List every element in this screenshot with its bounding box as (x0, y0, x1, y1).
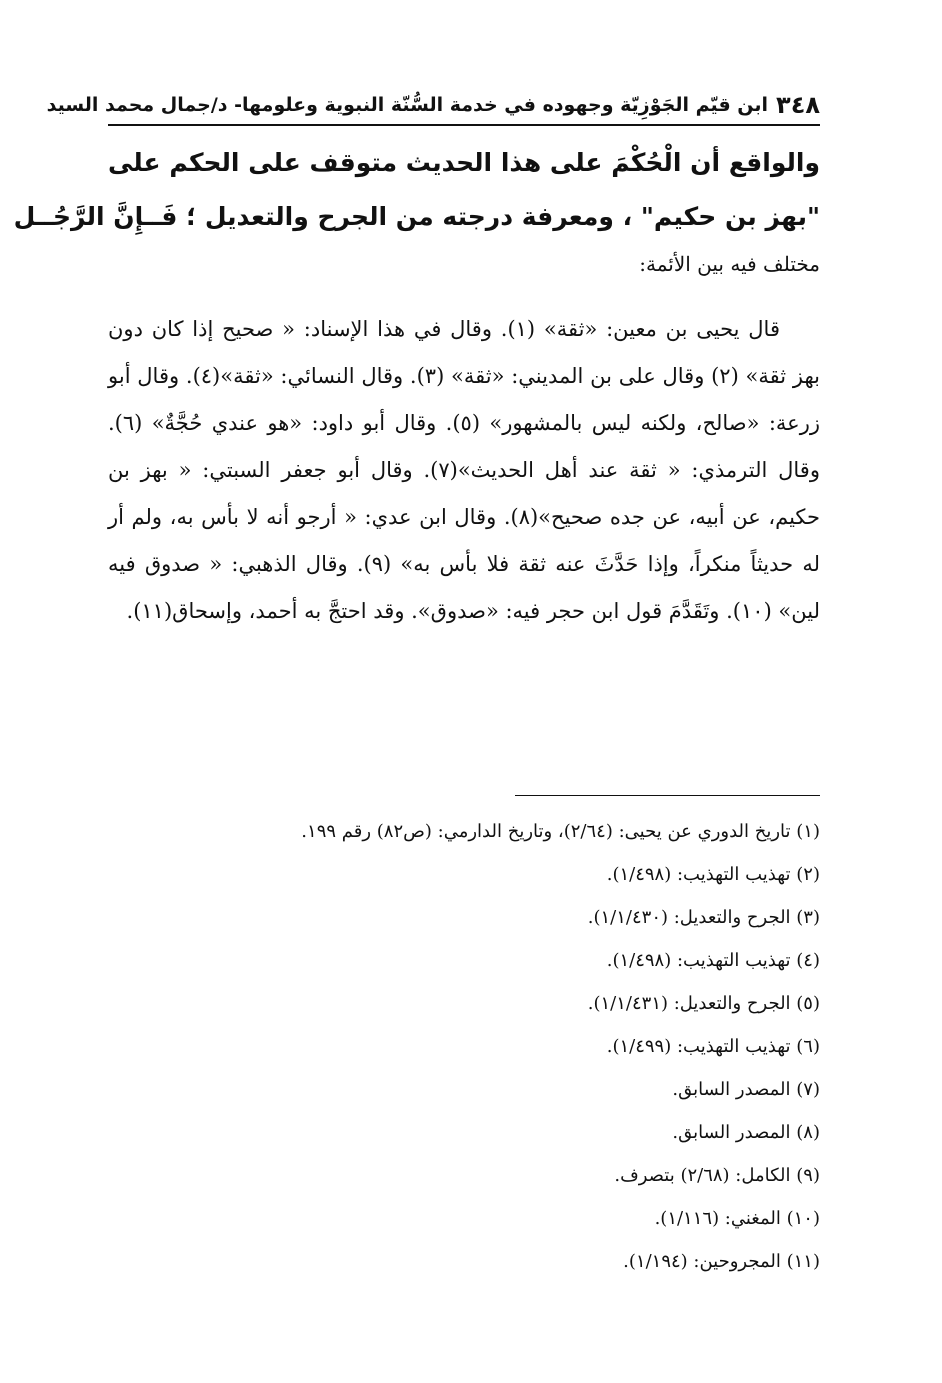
footnote-item: (٤) تهذيب التهذيب: (١/٤٩٨). (606, 950, 820, 971)
header-divider (108, 124, 820, 126)
footnote-item: (٥) الجرح والتعديل: (١/١/٤٣١). (587, 993, 820, 1014)
footnote-item: (١١) المجروحين: (١/١٩٤). (623, 1251, 820, 1272)
intro-line-2: "بهز بن حكيم" ، ومعرفة درجته من الجرح والتعديل ؛ فَــإِنَّ الرَّجُــل (13, 202, 820, 231)
intro-paragraph (13, 136, 820, 284)
footnote-divider (515, 795, 820, 796)
footnote-item: (١) تاريخ الدوري عن يحيى: (٢/٦٤)، وتاريخ الدارمي: (ص٨٢) رقم ١٩٩. (301, 821, 820, 842)
intro-line-1: والواقع أن الْحُكْمَ على هذا الحديث متوقف على الحكم على (108, 148, 820, 177)
main-text (108, 306, 820, 635)
footnote-item: (٢) تهذيب التهذيب: (١/٤٩٨). (606, 864, 820, 885)
intro-line-3: مختلف فيه بين الأئمة: (639, 252, 820, 276)
footnote-item: (٩) الكامل: (٢/٦٨) بتصرف. (614, 1165, 820, 1186)
footnotes-list (108, 810, 820, 1283)
footnote-item: (٦) تهذيب التهذيب: (١/٤٩٩). (606, 1036, 820, 1057)
body-paragraph: قال يحيى بن معين: «ثقة» (١). وقال في هذا الإسناد: « صحيح إذا كان دون بهز ثقة» (٢) وقال على بن المديني: «ثقة» (٣). وقال النسائي: «ثقة»(٤). وقال أبو زرعة: «صالح، ولكنه ليس بالمشهور» (٥). وقال أبو داود: «هو عندي حُجَّةٌ» (٦). وقال الترمذي: « ثقة عند أهل الحديث»(٧). وقال أبو جعفر السبتي: « بهز بن حكيم، عن أبيه، عن جده صحيح»(٨). وقال ابن عدي: « أرجو أنه لا بأس به، ولم أر له حديثاً منكراً، وإذا حَدَّثَ عنه ثقة فلا بأس به» (٩). وقال الذهبي: « صدوق فيه لين» (١٠). وتَقَدَّمَ قول ابن حجر فيه: «صدوق». وقد احتجَّ به أحمد، وإسحاق(١١). (108, 317, 820, 623)
footnote-item: (٣) الجرح والتعديل: (١/١/٤٣٠). (587, 907, 820, 928)
page-number: ٣٤٨ (776, 91, 820, 119)
running-title: ابن قيّم الجَوْزِيّة وجهوده في خدمة السُّنّة النبوية وعلومها- د/جمال محمد السيد (46, 94, 769, 116)
footnote-item: (٨) المصدر السابق. (672, 1122, 820, 1143)
footnote-item: (٧) المصدر السابق. (672, 1079, 820, 1100)
footnote-item: (١٠) المغني: (١/١١٦). (654, 1208, 820, 1229)
running-header (46, 86, 820, 124)
